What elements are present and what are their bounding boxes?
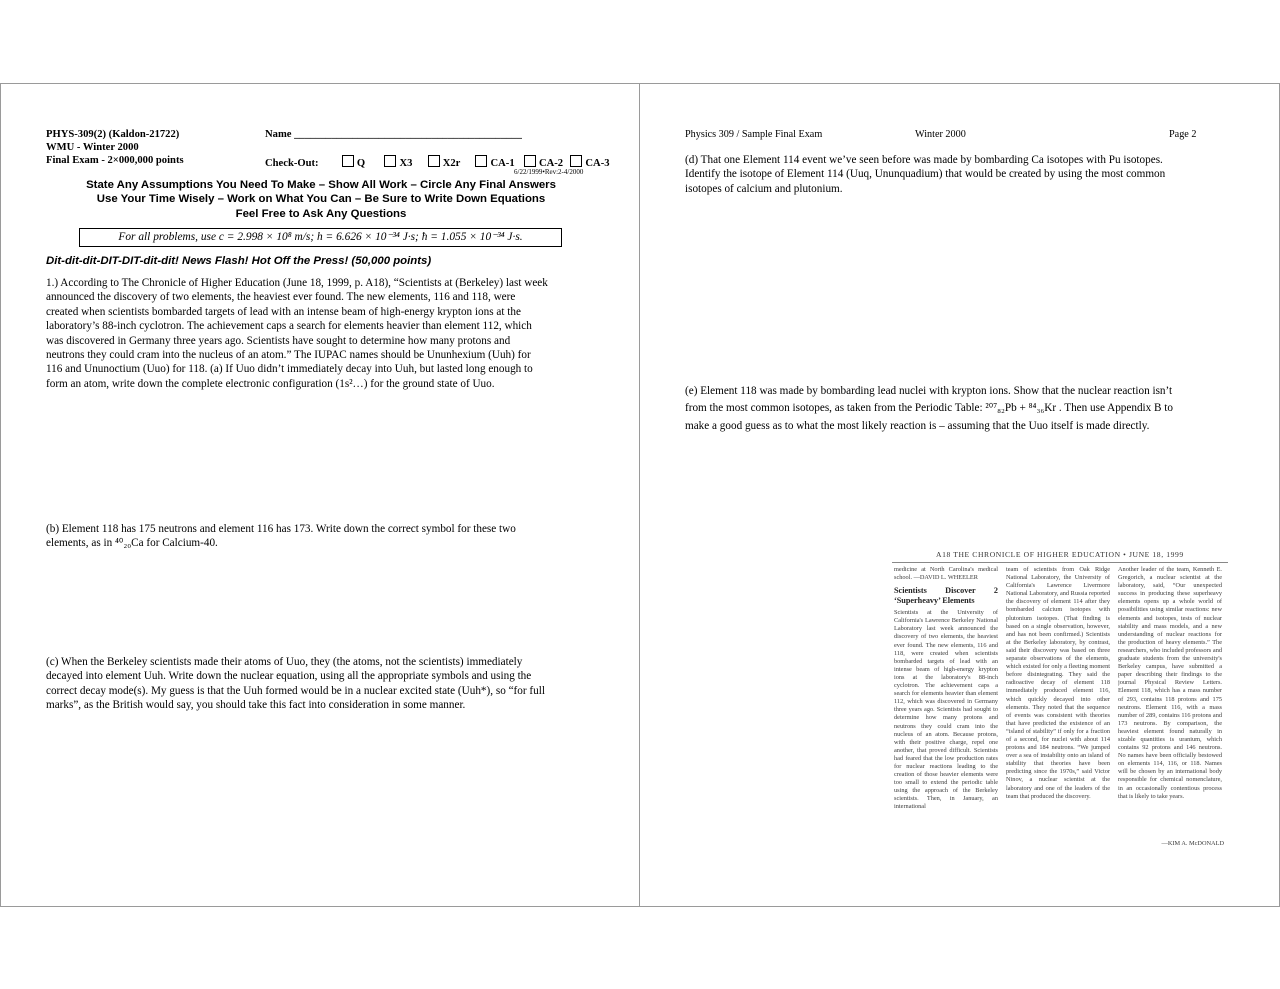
- text-line: marks”, as the British would say, you should take this fact into consideration in some manner.: [46, 699, 466, 712]
- text-line: was discovered in Germany three years ago. Scientists have sought to determine how many protons and: [46, 334, 511, 347]
- checkout-ca2[interactable]: CA-2: [524, 158, 563, 169]
- problem-1c: [46, 655, 545, 713]
- newspaper-clipping: [892, 548, 1228, 850]
- clipping-column-3: [1118, 566, 1222, 840]
- clipping-column-2: [1006, 566, 1110, 848]
- text-line: (e) Element 118 was made by bombarding lead nuclei with krypton ions. Show that the nuclear reaction isn’t: [685, 385, 1173, 397]
- instruction-line: Feel Free to Ask Any Questions: [235, 207, 407, 220]
- clipping-headline: Scientists Discover 2 ‘Superheavy’ Elements: [894, 586, 998, 606]
- checkout-ca3[interactable]: CA-3: [570, 158, 609, 169]
- text-line: announced the discovery of two elements, the heaviest ever found. The new elements, 116 and 118, were: [46, 291, 516, 304]
- checkbox-icon: [428, 155, 440, 167]
- page-divider: [639, 83, 640, 906]
- checkbox-icon: [570, 155, 582, 167]
- checkout-ca1[interactable]: CA-1: [475, 158, 514, 169]
- page-header-center: Winter 2000: [915, 129, 966, 140]
- text-line: (d) That one Element 114 event we’ve seen before was made by bombarding Ca isotopes with Pu isotopes.: [685, 154, 1163, 166]
- page-number: Page 2: [1169, 129, 1197, 140]
- checkbox-icon: [475, 155, 487, 167]
- clipping-text: medicine at North Carolina's medical school. —DAVID L. WHEELER: [894, 566, 998, 582]
- text-line: (c) When the Berkeley scientists made their atoms of Uuo, they (the atoms, not the scientists) immediately: [46, 656, 523, 668]
- instruction-line: Use Your Time Wisely – Work on What You Can – Be Sure to Write Down Equations: [96, 193, 546, 206]
- text-line: form an atom, write down the complete electronic configuration (1s²…) for the ground state of Uuo.: [46, 377, 495, 390]
- text-line: neutrons they could cram into the nucleus of an atom.” The IUPAC names should be Ununhexium (Uuh) for: [46, 349, 531, 362]
- text-line: created when scientists bombarded targets of lead with an intense beam of high-energy krypton ions at the: [46, 305, 521, 318]
- text-line: from the most common isotopes, as taken from the Periodic Table: ²⁰⁷₈₂Pb + ⁸⁴₃₆Kr . Then use Appendix B to: [685, 402, 1173, 415]
- checkout-x3[interactable]: X3: [384, 158, 412, 169]
- text-line: elements, as in ⁴⁰₂₀Ca for Calcium-40.: [46, 537, 218, 550]
- checkout-row: [265, 155, 610, 169]
- text-line: make a good guess as to what the most likely reaction is – assuming that the Uuo itself is made directly.: [685, 419, 1150, 432]
- clipping-byline: —KIM A. McDONALD: [1161, 840, 1224, 847]
- problem-1e: [685, 383, 1173, 435]
- instructions: [46, 178, 596, 221]
- name-field[interactable]: Name ___________________________________________: [265, 129, 522, 140]
- text-line: 1.) According to The Chronicle of Higher Education (June 18, 1999, p. A18), “Scientists at (Berkeley) last week: [46, 277, 548, 289]
- checkout-q[interactable]: Q: [342, 158, 365, 169]
- checkout-label: Check-Out:: [265, 158, 319, 169]
- constants-box: For all problems, use c = 2.998 × 10⁸ m/s; h = 6.626 × 10⁻³⁴ J·s; ħ = 1.055 × 10⁻³⁴ J·s.: [79, 228, 562, 247]
- clipping-text: team of scientists from Oak Ridge National Laboratory, the University of California's Lawrence Livermore National Laboratory, and Russia reported the discovery of element 114 after they bombarded calcium isotopes with plutonium isotopes. (That finding is based on a single observation, however, and has not been confirmed.) Scientists at the Berkeley laboratory, by contrast, said their discovery was based on three separate observations of the elements, which existed for only a fleeting moment before disintegrating. They said the radioactive decay of element 118 immediately produced element 116, which quickly decayed into other elements. They noted that the sequence of events was consistent with theories that have predicted the existence of an “island of stability” if only for a fraction of a second, for nuclei with about 114 protons and 184 neutrons. “We jumped over a sea of instability onto an island of stability that theories have been predicting since the 1970s,” said Victor Ninov, a nuclear scientist at the laboratory and one of the leaders of the team that produced the discovery.: [1006, 566, 1110, 800]
- text-line: Identify the isotope of Element 114 (Uuq, Ununquadium) that would be created by using the most common: [685, 168, 1166, 181]
- text-line: laboratory’s 88-inch cyclotron. The achievement caps a search for elements heavier than element 112, which: [46, 320, 532, 333]
- problem-1b: [46, 522, 516, 551]
- page-header-left: Physics 309 / Sample Final Exam: [685, 129, 823, 140]
- revision-date: 6/22/1999•Rev:2-4/2000: [514, 168, 584, 176]
- checkbox-icon: [524, 155, 536, 167]
- problem-1d: [685, 153, 1165, 196]
- instruction-line: State Any Assumptions You Need To Make – Show All Work – Circle Any Final Answers: [86, 179, 556, 191]
- clipping-masthead: A18 THE CHRONICLE OF HIGHER EDUCATION • JUNE 18, 1999: [936, 550, 1184, 559]
- exam-points: Final Exam - 2×000,000 points: [46, 155, 184, 166]
- problem-1a: [46, 276, 548, 391]
- text-line: correct decay mode(s). My guess is that the Uuh formed would be in a nuclear excited state (Uuh*), so “for full: [46, 684, 545, 697]
- text-line: decayed into element Uuh. Write down the nuclear equation, using all the appropriate symbols and using the: [46, 670, 532, 683]
- checkbox-icon: [342, 155, 354, 167]
- checkbox-icon: [384, 155, 396, 167]
- section-title: Dit-dit-dit-DIT-DIT-dit-dit! News Flash! Hot Off the Press! (50,000 points): [46, 255, 432, 267]
- clipping-text: Scientists at the University of California's Lawrence Berkeley National Laboratory last week announced the discovery of two elements, the heaviest ever found. The new elements, 116 and 118, were created when scientists bombarded targets of lead with an intense beam of high-energy krypton ions at the laboratory's 88-inch cyclotron. The achievement caps a search for elements heavier than element 112, which was discovered in Germany three years ago. Scientists had sought to determine how many protons and neutrons they could cram into the nucleus of an atom. Because protons, with their positive charge, repel one another, that proved difficult. Scientists had feared that the low production rates for nuclear reactions leading to the creation of those heavier elements were too small to extend the periodic table using the approach of the Berkeley scientists. Then, in January, an international: [894, 609, 998, 811]
- school-term: WMU - Winter 2000: [46, 142, 139, 153]
- text-line: 116 and Ununoctium (Uuo) for 118. (a) If Uuo didn’t immediately decay into Uuh, but lasted long enough to: [46, 363, 533, 376]
- text-line: (b) Element 118 has 175 neutrons and element 116 has 173. Write down the correct symbol for these two: [46, 523, 516, 535]
- course-title: PHYS-309(2) (Kaldon-21722): [46, 129, 180, 140]
- masthead-rule: [892, 562, 1228, 563]
- text-line: isotopes of calcium and plutonium.: [685, 182, 843, 195]
- clipping-column-1: [894, 566, 998, 848]
- checkout-x2r[interactable]: X2r: [428, 158, 460, 169]
- clipping-text: Another leader of the team, Kenneth E. Gregorich, a nuclear scientist at the laboratory, said, “Our unexpected success in producing these superheavy elements opens up a whole world of possibilities using similar reactions: new elements and isotopes, tests of nuclear stability and mass models, and a new understanding of nuclear reactions for the production of heavy elements.” The researchers, who included professors and graduate students from the university's Berkeley campus, have submitted a paper describing their findings to the journal Physical Review Letters. Element 118, which has a mass number of 293, contains 118 protons and 175 neutrons. Element 116, with a mass number of 289, contains 116 protons and 173 neutrons. By comparison, the heaviest element found naturally in sizable quantities is uranium, which contains 92 protons and 146 neutrons. No names have been officially bestowed on elements 114, 116, or 118. Names will be chosen by an international body responsible for chemical nomenclature, in an occasionally contentious process that is likely to take years.: [1118, 566, 1222, 800]
